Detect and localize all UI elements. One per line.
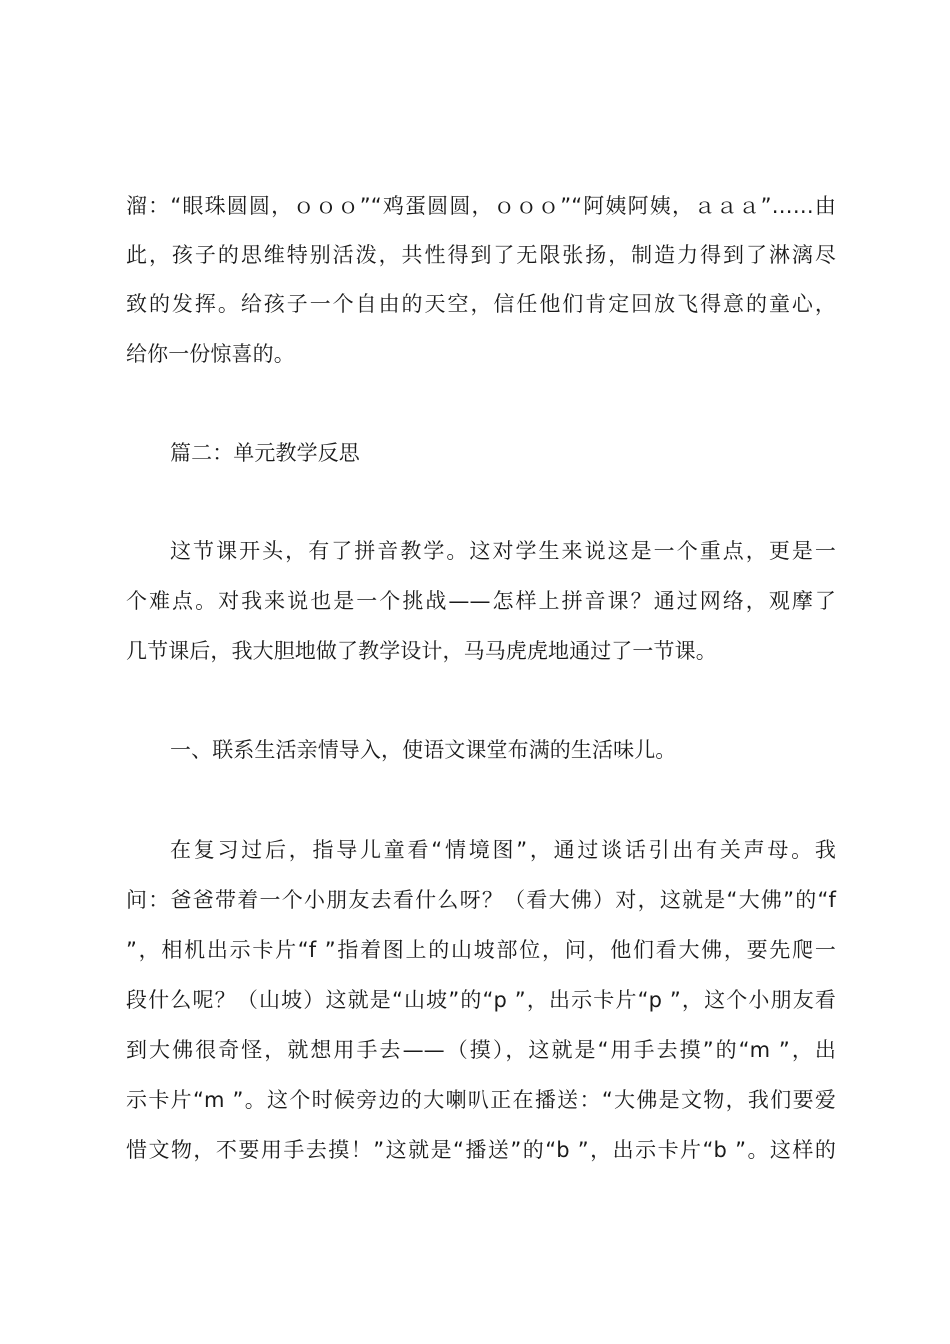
paragraph-line: 溜：“眼珠圆圆，ｏｏｏ”“鸡蛋圆圆，ｏｏｏ”“阿姨阿姨，ａａａ”……由 bbox=[126, 194, 836, 218]
subsection-title: 一、联系生活亲情导入，使语文课堂布满的生活味儿。 bbox=[170, 738, 677, 762]
paragraph-line: 问：爸爸带着一个小朋友去看什么呀？（看大佛）对，这就是“大佛”的“f bbox=[126, 888, 836, 912]
paragraph-line: 给你一份惊喜的。 bbox=[126, 342, 295, 366]
paragraph-line: 此，孩子的思维特别活泼，共性得到了无限张扬，制造力得到了淋漓尽 bbox=[126, 243, 836, 267]
paragraph-line: 几节课后，我大胆地做了教学设计，马马虎虎地通过了一节课。 bbox=[126, 639, 717, 663]
paragraph-line: 示卡片“m ”。这个时候旁边的大喇叭正在播送：“大佛是文物，我们要爱 bbox=[126, 1088, 836, 1112]
paragraph-line: 到大佛很奇怪，就想用手去——（摸），这就是“用手去摸”的“m ”，出 bbox=[126, 1038, 836, 1062]
paragraph-line: 惜文物，不要用手去摸！”这就是“播送”的“b ”，出示卡片“b ”。这样的 bbox=[126, 1138, 836, 1162]
section-heading: 篇二：单元教学反思 bbox=[170, 441, 360, 465]
paragraph-line: 个难点。对我来说也是一个挑战——怎样上拼音课？通过网络，观摩了 bbox=[126, 589, 836, 613]
paragraph-line: ”，相机出示卡片“f ”指着图上的山坡部位，问，他们看大佛，要先爬一 bbox=[126, 938, 836, 962]
paragraph-line: 段什么呢？（山坡）这就是“山坡”的“p ”，出示卡片“p ”，这个小朋友看 bbox=[126, 988, 836, 1012]
paragraph-line: 这节课开头，有了拼音教学。这对学生来说这是一个重点，更是一 bbox=[170, 539, 836, 563]
paragraph-line: 致的发挥。给孩子一个自由的天空，信任他们肯定回放飞得意的童心， bbox=[126, 292, 836, 316]
paragraph-line: 在复习过后，指导儿童看“情境图”，通过谈话引出有关声母。我 bbox=[170, 838, 836, 862]
